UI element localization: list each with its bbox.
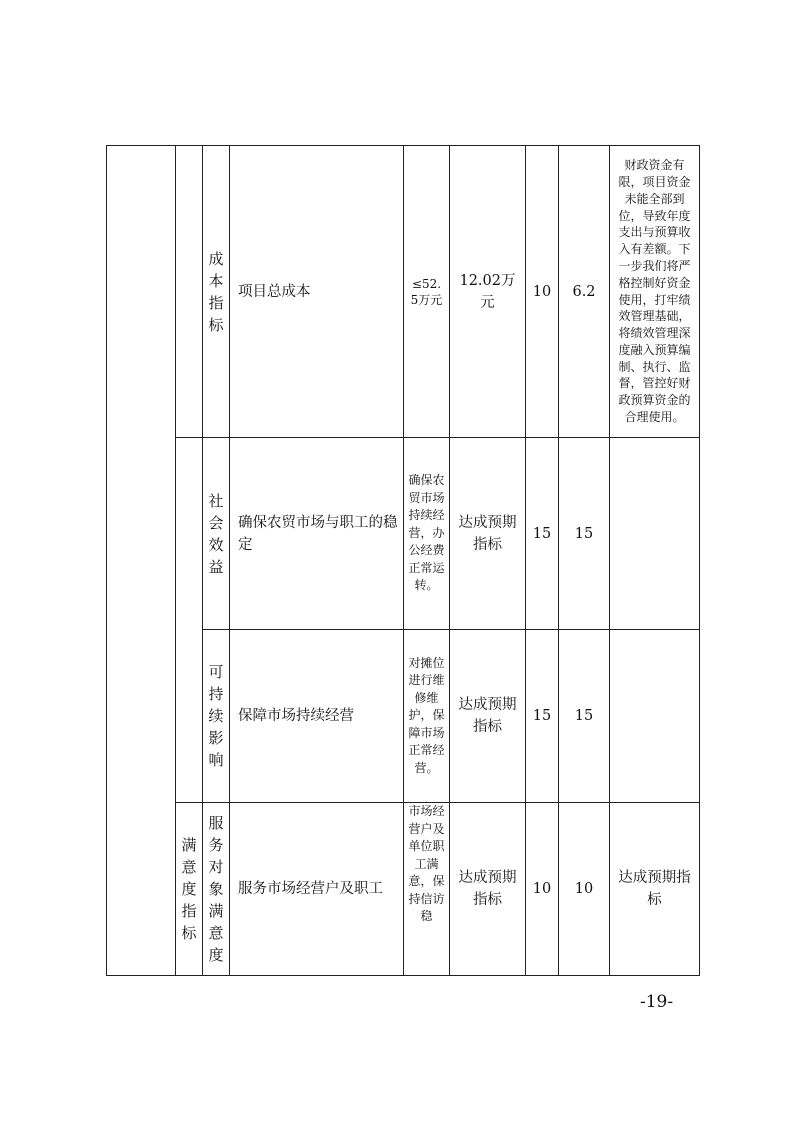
sustain-item-cell	[230, 630, 403, 802]
social-weight-text: 15	[532, 525, 552, 542]
satisfaction-category-cell	[176, 803, 202, 975]
cost-indicator-cell	[203, 146, 229, 437]
cost-target-text: ≤52.5万元	[410, 276, 443, 307]
cost-actual-cell	[450, 146, 525, 437]
cost-score-cell	[559, 146, 609, 437]
sustain-weight-text: 15	[532, 708, 552, 724]
satisfaction-note-text: 达成预期指标	[618, 870, 691, 908]
cost-target-cell	[404, 146, 449, 437]
social-note-cell	[610, 438, 699, 629]
social-target-text: 确保农贸市场持续经营，办公经费正常运转。	[408, 473, 445, 593]
satisfaction-indicator-label: 服务对象满意度	[208, 814, 224, 964]
satisfaction-actual-cell	[450, 803, 525, 975]
page-number: -19-	[640, 992, 674, 1012]
social-indicator-label: 社会效益	[208, 491, 224, 576]
cost-note-text: 财政资金有限，项目资金未能全部到位，导致年度支出与预算收入有差额。下一步我们将严格控制好资金使用，打牢绩效管理基础，将绩效管理深度融入预算编制、执行、监督，管控好财政预算资金的合理使用。	[618, 158, 691, 425]
satisfaction-actual-text: 达成预期指标	[458, 870, 517, 908]
satisfaction-target-text: 市场经营户及单位职工满意，保持信访稳	[408, 804, 445, 923]
satisfaction-score-text: 10	[574, 881, 594, 897]
cost-indicator-label: 成本指标	[208, 249, 224, 334]
sustain-target-text: 对摊位进行维修维护，保障市场正常经营。	[408, 655, 445, 775]
satisfaction-note-cell	[610, 803, 699, 975]
social-item-text: 确保农贸市场与职工的稳定	[238, 514, 398, 553]
sustain-indicator-label: 可持续影响	[208, 663, 224, 769]
satisfaction-target-cell	[404, 803, 449, 975]
satisfaction-item-text: 服务市场经营户及职工	[238, 881, 383, 897]
sustain-score-cell	[559, 630, 609, 802]
sustain-weight-cell	[526, 630, 558, 802]
satisfaction-score-cell	[559, 803, 609, 975]
cost-item-cell	[230, 146, 403, 437]
social-actual-text: 达成预期指标	[458, 514, 517, 553]
social-actual-cell	[450, 438, 525, 629]
cost-score-text: 6.2	[572, 283, 596, 300]
sustain-note-cell	[610, 630, 699, 802]
cost-actual-text: 12.02万元	[459, 272, 516, 311]
social-weight-cell	[526, 438, 558, 629]
cost-note-cell	[610, 146, 699, 437]
table-left-border	[106, 145, 107, 976]
social-score-cell	[559, 438, 609, 629]
satisfaction-item-cell	[230, 803, 403, 975]
cost-weight-cell	[526, 146, 558, 437]
sustain-score-text: 15	[574, 708, 594, 724]
sustain-item-text: 保障市场持续经营	[238, 708, 354, 724]
social-item-cell	[230, 438, 403, 629]
sustain-actual-cell	[450, 630, 525, 802]
sustain-target-cell	[404, 630, 449, 802]
satisfaction-weight-text: 10	[532, 881, 552, 897]
table-right-border	[699, 145, 700, 976]
satisfaction-indicator-cell	[203, 803, 229, 975]
social-score-text: 15	[574, 525, 594, 542]
cost-item-text: 项目总成本	[238, 283, 311, 300]
sustain-actual-text: 达成预期指标	[458, 697, 517, 735]
social-target-cell	[404, 438, 449, 629]
social-indicator-cell	[203, 438, 229, 629]
satisfaction-weight-cell	[526, 803, 558, 975]
satisfaction-category-label: 满意度指标	[181, 836, 197, 942]
sustain-indicator-cell	[203, 630, 229, 802]
cost-weight-text: 10	[532, 283, 552, 300]
